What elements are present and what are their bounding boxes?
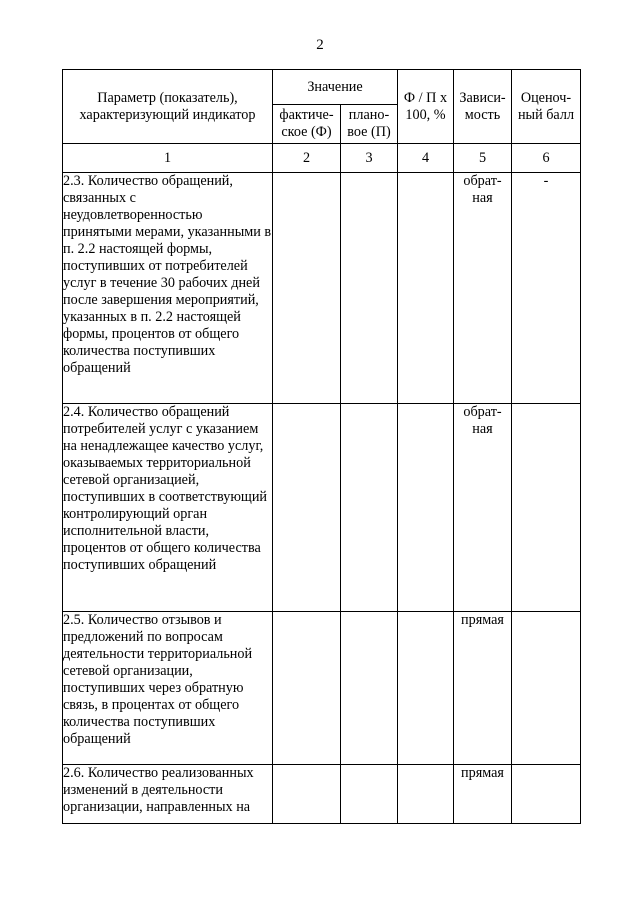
header-row-top bbox=[63, 70, 581, 105]
dependence-cell: обрат-ная bbox=[454, 173, 512, 404]
dependence-cell: обрат-ная bbox=[454, 404, 512, 612]
score-cell bbox=[512, 612, 581, 765]
score-cell bbox=[512, 765, 581, 824]
actual-cell bbox=[273, 404, 341, 612]
header-planned: плано-вое (П) bbox=[341, 105, 398, 144]
ratio-cell bbox=[398, 404, 454, 612]
actual-cell bbox=[273, 612, 341, 765]
ratio-cell bbox=[398, 173, 454, 404]
header-dependence: Зависи-мость bbox=[454, 70, 512, 144]
param-cell: 2.4. Количество обращений потребителей услуг с указанием на ненадлежащее качество услуг, оказываемых территориальной сетевой организацией, поступивших в соответствующий контролирующий орган исполнительной власти, процентов от общего количества поступивших обращений bbox=[63, 404, 273, 612]
param-cell: 2.6. Количество реализованных изменений в деятельности организации, направленных на bbox=[63, 765, 273, 824]
header-param: Параметр (показатель), характеризующий индикатор bbox=[63, 70, 273, 144]
header-actual: фактиче-ское (Ф) bbox=[273, 105, 341, 144]
planned-cell bbox=[341, 612, 398, 765]
column-number: 5 bbox=[454, 144, 512, 173]
column-number-row bbox=[63, 144, 581, 173]
planned-cell bbox=[341, 404, 398, 612]
table-row bbox=[63, 404, 581, 612]
score-cell bbox=[512, 404, 581, 612]
column-number: 3 bbox=[341, 144, 398, 173]
planned-cell bbox=[341, 765, 398, 824]
column-number: 2 bbox=[273, 144, 341, 173]
dependence-cell: прямая bbox=[454, 765, 512, 824]
header-score: Оценоч-ный балл bbox=[512, 70, 581, 144]
indicator-table bbox=[62, 69, 581, 824]
column-number: 4 bbox=[398, 144, 454, 173]
param-cell: 2.5. Количество отзывов и предложений по вопросам деятельности территориальной сетевой организации, поступивших через обратную связь, в процентах от общего количества поступивших обращений bbox=[63, 612, 273, 765]
column-number: 1 bbox=[63, 144, 273, 173]
actual-cell bbox=[273, 765, 341, 824]
param-cell: 2.3. Количество обращений, связанных с неудовлетворенностью принятыми мерами, указанными в п. 2.2 настоящей формы, поступивших от потребителей услуг в течение 30 рабочих дней после завершения мероприятий, указанных в п. 2.2 настоящей формы, процентов от общего количества поступивших обращений bbox=[63, 173, 273, 404]
header-ratio: Ф / П х 100, % bbox=[398, 70, 454, 144]
ratio-cell bbox=[398, 612, 454, 765]
planned-cell bbox=[341, 173, 398, 404]
actual-cell bbox=[273, 173, 341, 404]
table-row bbox=[63, 612, 581, 765]
header-value-group: Значение bbox=[273, 70, 398, 105]
page-number: 2 bbox=[316, 37, 324, 53]
dependence-cell: прямая bbox=[454, 612, 512, 765]
column-number: 6 bbox=[512, 144, 581, 173]
table-row bbox=[63, 765, 581, 824]
ratio-cell bbox=[398, 765, 454, 824]
score-cell: - bbox=[512, 173, 581, 404]
table-row bbox=[63, 173, 581, 404]
